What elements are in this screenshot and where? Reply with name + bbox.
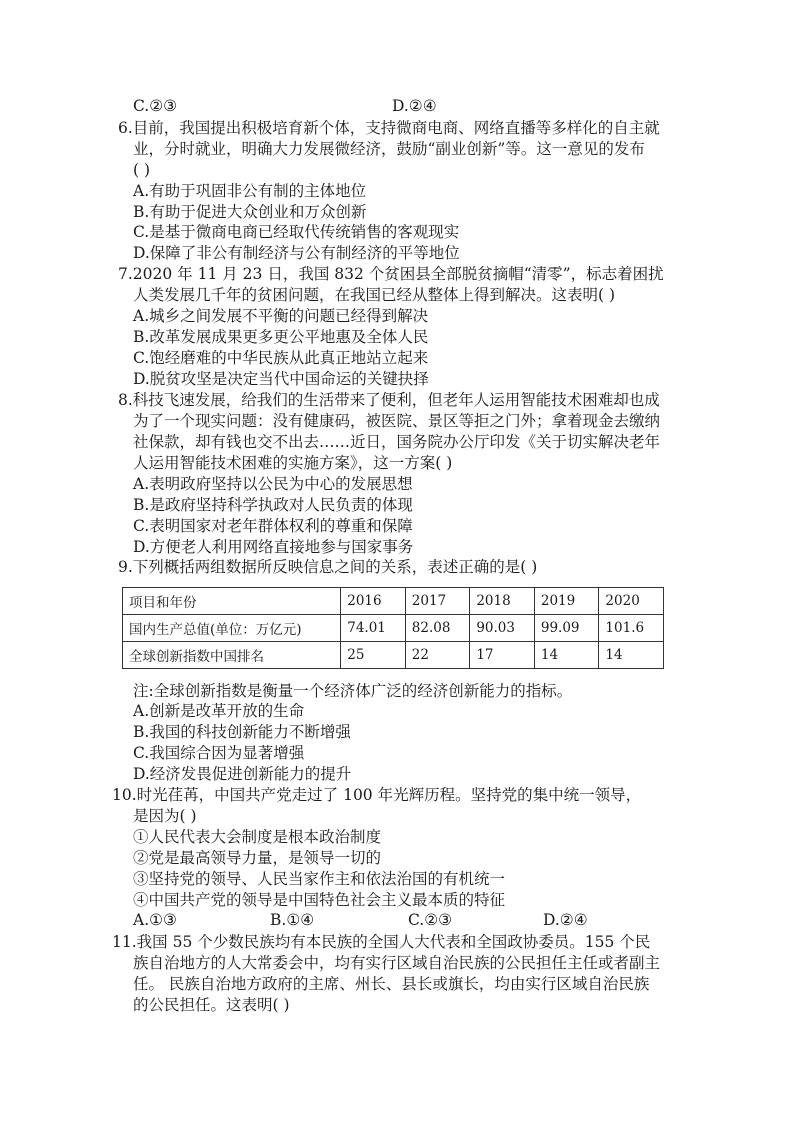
q6-stem-line-3: ( )	[133, 161, 151, 179]
table-cell: 14	[534, 642, 599, 669]
q5-option-c: C.②③	[133, 97, 178, 115]
q8-stem-line-1: 8.科技飞速发展，给我们的生活带来了便利，但老年人运用智能技术困难却也成	[118, 391, 660, 409]
q10-item-4: ④中国共产党的领导是中国特色社会主义最本质的特征	[133, 891, 506, 909]
q10-item-1: ①人民代表大会制度是根本政治制度	[133, 828, 382, 846]
q8-option-a: A.表明政府坚持以公民为中心的发展思想	[133, 475, 413, 493]
q7-option-d: D.脱贫攻坚是决定当代中国命运的关键抉择	[133, 370, 429, 388]
q9-option-d: D.经济发畏促进创新能力的提升	[133, 765, 352, 783]
q6-stem-line-2: 业，分时就业，明确大力发展微经济，鼓励“副业创新”等。这一意见的发布	[133, 140, 645, 158]
q8-option-b: B.是政府坚持科学执政对人民负责的体现	[133, 496, 413, 514]
table-cell: 90.03	[470, 615, 535, 642]
table-header-cell: 2018	[470, 588, 535, 615]
table-cell: 全球创新指数中国排名	[123, 642, 341, 669]
q6-option-b: B.有助于促进大众创业和万众创新	[133, 203, 367, 221]
q10-choice-b: B.①④	[270, 911, 315, 929]
table-cell: 74.01	[341, 615, 406, 642]
table-header-cell: 2017	[405, 588, 470, 615]
table-cell: 25	[341, 642, 406, 669]
q6-option-a: A.有助于巩固非公有制的主体地位	[133, 182, 367, 200]
table-cell: 17	[470, 642, 535, 669]
table-header-cell: 项目和年份	[123, 588, 341, 615]
q11-stem-line-2: 族自治地方的人大常委会中，均有实行区域自治民族的公民担任主任或者副主	[133, 954, 661, 972]
q9-option-a: A.创新是改革开放的生命	[133, 702, 305, 720]
table-row	[123, 615, 664, 642]
q10-stem-line-2: 是因为( )	[133, 807, 197, 825]
q6-option-c: C.是基于微商电商已经取代传统销售的客观现实	[133, 223, 460, 241]
q5-option-d: D.②④	[392, 97, 437, 115]
table-cell: 14	[599, 642, 664, 669]
table-header-cell: 2020	[599, 588, 664, 615]
q9-option-c: C.我国综合因为显著增强	[133, 744, 305, 762]
q10-choice-a: A.①③	[133, 911, 177, 929]
q8-stem-line-3: 社保款，却有钱也交不出去……近日，国务院办公厅印发《关于切实解决老年	[133, 433, 661, 451]
q8-option-d: D.方便老人利用网络直接地参与国家事务	[133, 538, 414, 556]
q7-option-b: B.改革发展成果更多更公平地惠及全体人民	[133, 328, 429, 346]
table-header-cell: 2016	[341, 588, 406, 615]
q10-item-2: ②党是最高领导力量，是领导一切的	[133, 849, 382, 867]
q7-option-c: C.饱经磨难的中华民族从此真正地站立起来	[133, 349, 429, 367]
q11-stem-line-1: 11.我国 55 个少数民族均有本民族的全国人大代表和全国政协委员。155 个民	[112, 933, 651, 951]
q8-stem-line-2: 为了一个现实问题：没有健康码，被医院、景区等拒之门外；拿着现金去缴纳	[133, 412, 661, 430]
table-cell: 国内生产总值(单位：万亿元)	[123, 615, 341, 642]
q9-option-b: B.我国的科技创新能力不断增强	[133, 723, 351, 741]
q8-stem-line-4: 人运用智能技术困难的实施方案》，这一方案( )	[133, 454, 453, 472]
q7-stem-line-1: 7.2020 年 11 月 23 日，我国 832 个贫困县全部脱贫摘帽“清零”，标志着困扰	[118, 265, 664, 283]
table-cell: 82.08	[405, 615, 470, 642]
table-header-cell: 2019	[534, 588, 599, 615]
q7-option-a: A.城乡之间发展不平衡的问题已经得到解决	[133, 307, 429, 325]
table-header-row	[123, 588, 664, 615]
q11-stem-line-4: 的公民担任。这表明( )	[133, 996, 290, 1014]
q11-stem-line-3: 任。 民族自治地方政府的主席、州长、县长或旗长，均由实行区域自治民族	[133, 975, 650, 993]
q6-option-d: D.保障了非公有制经济与公有制经济的平等地位	[133, 244, 460, 262]
q9-data-table	[122, 587, 664, 669]
q9-stem: 9.下列概括两组数据所反映信息之间的关系，表述正确的是( )	[118, 558, 538, 576]
table-row	[123, 642, 664, 669]
table-cell: 101.6	[599, 615, 664, 642]
q10-item-3: ③坚持党的领导、人民当家作主和依法治国的有机统一	[133, 870, 506, 888]
table-cell: 22	[405, 642, 470, 669]
q10-stem-line-1: 10.时光荏苒，中国共产党走过了 100 年光辉历程。坚持党的集中统一领导，	[112, 786, 642, 804]
q6-stem-line-1: 6.目前，我国提出积极培育新个体，支持微商电商、网络直播等多样化的自主就	[118, 119, 660, 137]
q10-choice-c: C.②③	[408, 911, 453, 929]
q9-note: 注:全球创新指数是衡量一个经济体广泛的经济创新能力的指标。	[133, 682, 573, 700]
q10-choice-d: D.②④	[543, 911, 588, 929]
q8-option-c: C.表明国家对老年群体权利的尊重和保障	[133, 517, 413, 535]
table-cell: 99.09	[534, 615, 599, 642]
q7-stem-line-2: 人类发展几千年的贫困问题，在我国已经从整体上得到解决。这表明( )	[133, 286, 616, 304]
